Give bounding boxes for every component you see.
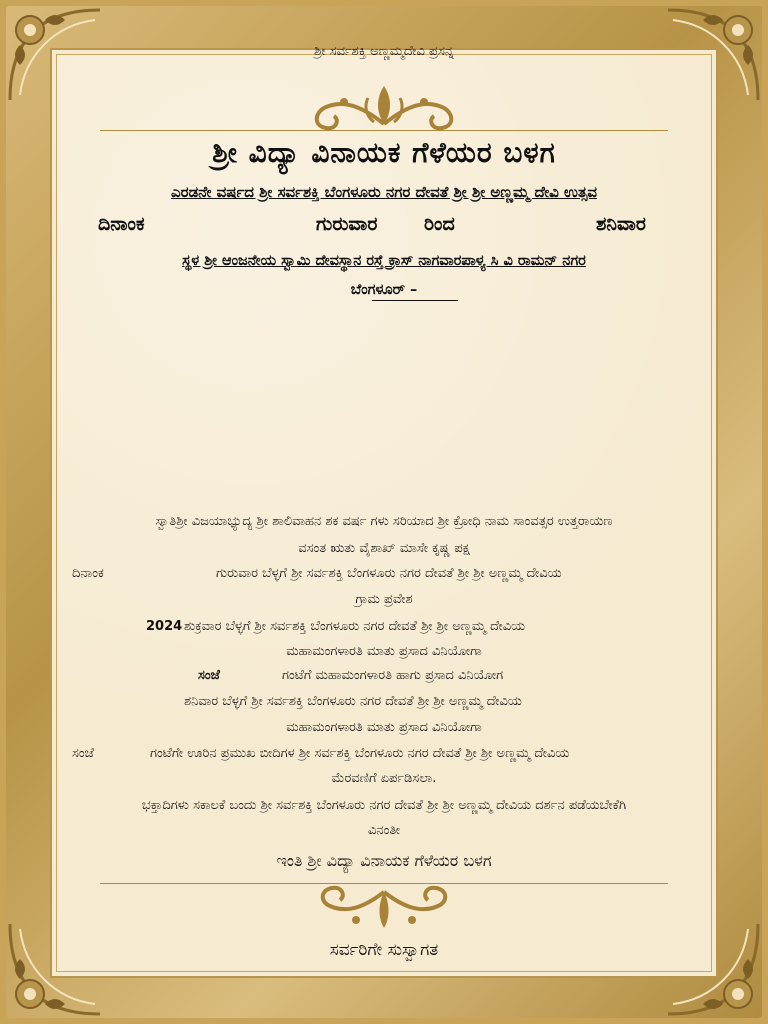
day3-evening-label: ಸಂಜೆ — [72, 746, 94, 761]
day3-evening-event: ಗಂಟೆಗೇ ಊರಿನ ಪ್ರಮುಖ ಬೀದಿಗಳ ಶ್ರೀ ಸರ್ವಶಕ್ತಿ ಬೆಂಗಳೂರು ನಗರ ದೇವತೆ ಶ್ರೀ ಶ್ರೀ ಅಣ್ಣಮ್ಮ ದೇವಿಯ — [150, 746, 570, 761]
from-word: ರಿಂದ — [424, 213, 455, 235]
day2-evening-label: ಸಂಜೆ — [198, 668, 220, 683]
calendar-line-1: ಸ್ವಾತಿಶ್ರೀ ವಿಜಯಾಭ್ಯುದ್ಯ ಶ್ರೀ ಶಾಲಿವಾಹನ ಶಕ ವರ್ಷ ಗಳು ಸರಿಯಾದ ಶ್ರೀ ಕ್ರೋಧಿ ನಾಮ ಸಾಂವತ್ಸರ ಉತ್ತರಾಯಣ — [155, 514, 613, 529]
devotee-request: ಭಕ್ತಾದಿಗಳು ಸಕಾಲಕೆ ಬಂದು ಶ್ರೀ ಸರ್ವಶಕ್ತಿ ಬೆಂಗಳೂರು ನಗರ ದೇವತೆ ಶ್ರೀ ಶ್ರೀ ಅಣ್ಣಮ್ಮ ದೇವಿಯ ದರ್ಶನ ಪಡೆಯಬೇಕೆಗಿ — [141, 798, 627, 813]
year-value: 2024 — [146, 619, 183, 634]
request-closing: ವಿನಂತೀ — [367, 823, 400, 838]
page-title: ಶ್ರೀ ವಿದ್ಯಾ ವಿನಾಯಕ ಗೆಳೆಯರ ಬಳಗ — [212, 136, 556, 169]
city-underline — [372, 300, 458, 301]
procession-line: ಮೆರವಣಿಗೆ ಏರ್ಪಡಿಸಲಾ. — [331, 771, 437, 786]
day1-date-label: ದಿನಾಂಕ — [72, 566, 104, 581]
end-day: ಶನಿವಾರ — [596, 213, 646, 235]
day3-schedule: ಶನಿವಾರ ಬೆಳ್ಳಗೆ ಶ್ರೀ ಸರ್ವಶಕ್ತಿ ಬೆಂಗಳೂರು ನಗರ ದೇವತೆ ಶ್ರೀ ಶ್ರೀ ಅಣ್ಣಮ್ಮ ದೇವಿಯ — [184, 694, 522, 709]
day1-schedule: ಗುರುವಾರ ಬೆಳ್ಳಗೆ ಶ್ರೀ ಸರ್ವಶಕ್ತಿ ಬೆಂಗಳೂರು ನಗರ ದೇವತೆ ಶ್ರೀ ಶ್ರೀ ಅಣ್ಣಮ್ಮ ದೇವಿಯ — [216, 566, 562, 581]
start-day: ಗುರುವಾರ — [316, 213, 378, 235]
signoff: ಇಂತಿ ಶ್ರೀ ವಿದ್ಯಾ ವಿನಾಯಕ ಗೆಳೆಯರ ಬಳಗ — [276, 851, 492, 870]
title-divider — [100, 130, 668, 131]
top-flourish-icon — [284, 78, 484, 136]
day2-evening-event: ಗಂಟೆಗೆ ಮಹಾಮಂಗಳಾರತಿ ಹಾಗು ಪ್ರಸಾದ ವಿನಿಯೋಗ — [282, 668, 504, 683]
date-label: ದಿನಾಂಕ — [98, 213, 145, 235]
bottom-flourish-icon — [294, 884, 474, 936]
blessing-line: ಶ್ರೀ ಸರ್ವಶಕ್ತಿ ಅಣ್ಣಮ್ಮದೇವಿ ಪ್ರಸನ್ನ — [314, 44, 454, 59]
venue-city: ಬೆಂಗಳೂರ್ – — [350, 282, 418, 298]
event-subtitle: ಎರಡನೇ ವರ್ಷದ ಶ್ರೀ ಸರ್ವಶಕ್ತಿ ಬೆಂಗಳೂರು ನಗರ ದೇವತೆ ಶ್ರೀ ಶ್ರೀ ಅಣ್ಣಮ್ಮ ದೇವಿ ಉತ್ಸವ — [171, 183, 597, 201]
day2-event: ಮಹಾಮಂಗಳಾರತಿ ಮಾತು ಪ್ರಸಾದ ವಿನಿಯೋಗಾ — [286, 644, 482, 659]
welcome-message: ಸರ್ವರಿಗೇ ಸುಸ್ವಾಗತ — [329, 940, 439, 960]
day3-event: ಮಹಾಮಂಗಳಾರತಿ ಮಾತು ಪ್ರಸಾದ ವಿನಿಯೋಗಾ — [286, 720, 482, 735]
day2-schedule: ಶುಕ್ರವಾರ ಬೆಳ್ಳಗೆ ಶ್ರೀ ಸರ್ವಶಕ್ತಿ ಬೆಂಗಳೂರು ನಗರ ದೇವತೆ ಶ್ರೀ ಶ್ರೀ ಅಣ್ಣಮ್ಮ ದೇವಿಯ — [184, 619, 526, 634]
calendar-line-2: ವಸಂತ ಋತು ವೈಶಾಖ್ ಮಾಸೇ ಕೃಷ್ಣ ಪಕ್ಷ — [298, 541, 470, 556]
day1-event: ಗ್ರಾಮ ಪ್ರವೇಶ — [355, 592, 413, 607]
venue-line: ಸ್ಥಳ ಶ್ರೀ ಆಂಜನೇಯ ಸ್ವಾಮಿ ದೇವಸ್ಥಾನ ರಸ್ತೆ ಕ್ರಾಸ್ ನಾಗವಾರಪಾಳ್ಯ ಸಿ ವಿ ರಾಮನ್ ನಗರ — [182, 253, 586, 269]
